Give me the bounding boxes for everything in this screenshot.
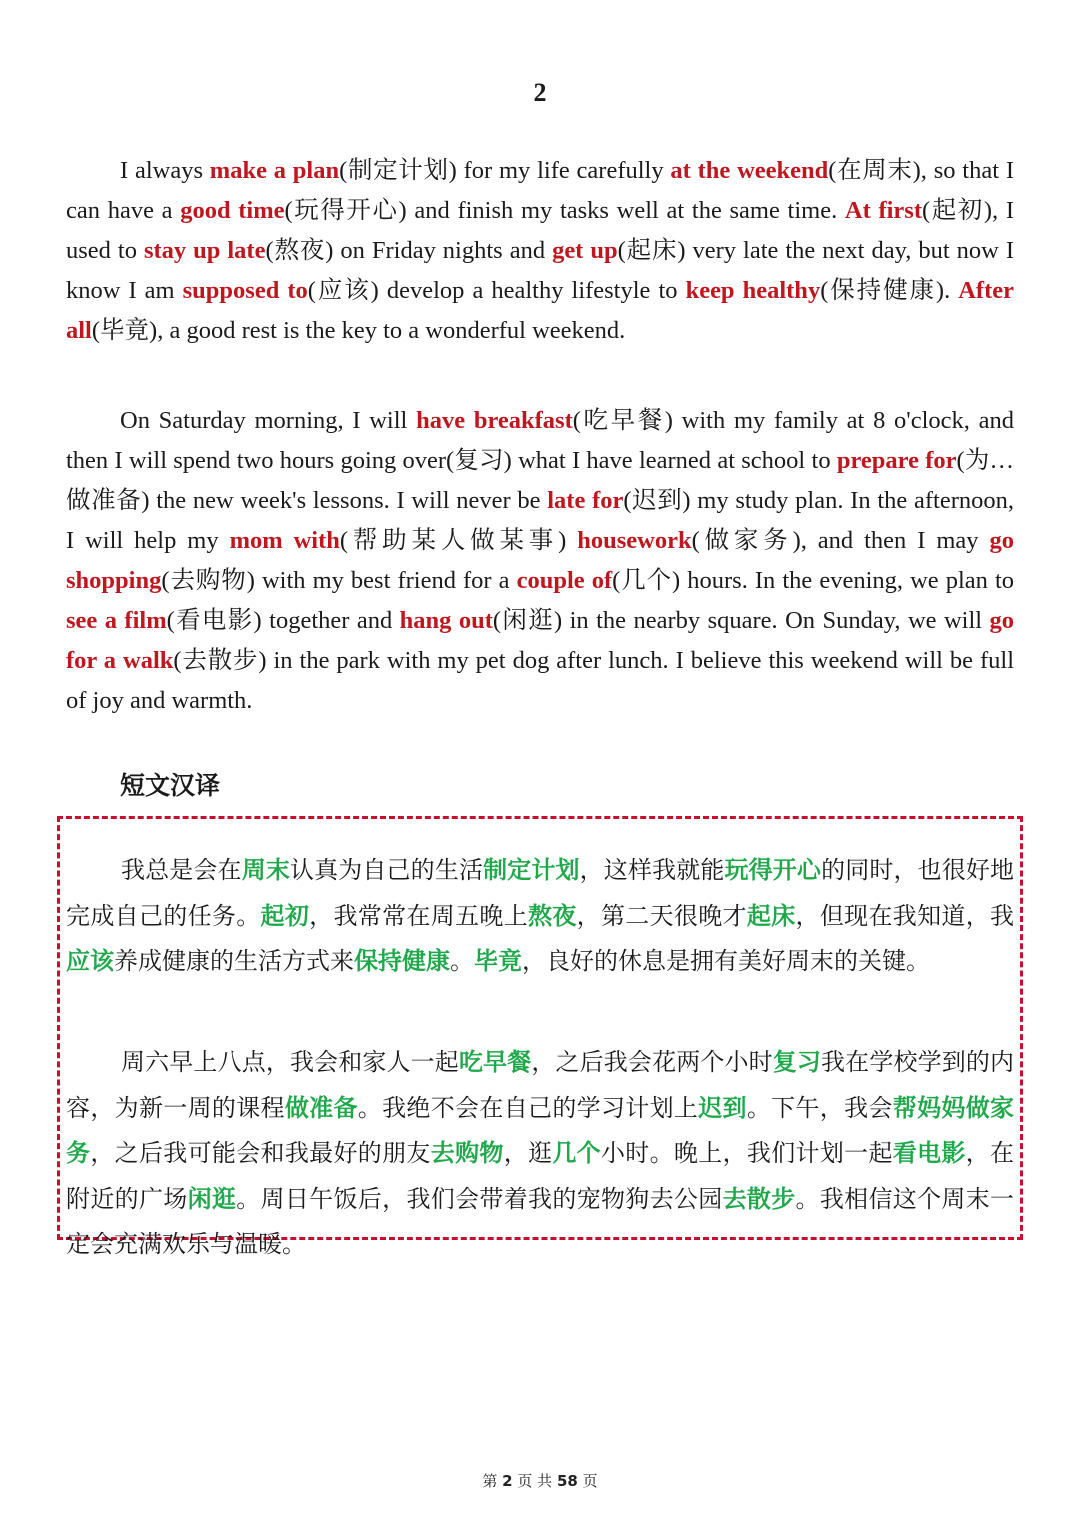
keyword-phrase: 看电影 — [892, 1139, 966, 1167]
keyword-phrase: 起床 — [746, 901, 796, 930]
text-run: (帮助某人做某事) — [339, 526, 578, 554]
text-run: 我总是会在 — [121, 856, 242, 884]
text-run: (闲逛) in the nearby square. On Sunday, we will — [492, 606, 990, 634]
keyword-phrase: late for — [547, 486, 624, 514]
keyword-phrase: supposed to — [182, 276, 308, 304]
keyword-phrase: keep healthy — [685, 276, 821, 304]
keyword-phrase: housework — [577, 526, 692, 554]
footer-total-pages: 58 — [556, 1472, 578, 1490]
keyword-phrase: 吃早餐 — [458, 1048, 532, 1076]
text-run: ，第二天很晚才 — [576, 901, 747, 930]
chinese-paragraph-2 — [66, 1040, 1014, 1268]
text-run: (玩得开心) and finish my tasks well at the same time. — [284, 196, 845, 224]
text-run: ，我常常在周五晚上 — [309, 901, 529, 930]
keyword-phrase: go shopping — [66, 526, 1014, 594]
text-run: ，在附近的广场 — [66, 1139, 1015, 1213]
keyword-phrase: 应该 — [66, 947, 114, 975]
text-run: (做家务), and then I may — [691, 526, 990, 554]
text-run: (熬夜) on Friday nights and — [265, 236, 553, 264]
text-run: (起初), I used to — [66, 196, 1014, 264]
keyword-phrase: couple of — [516, 566, 613, 594]
text-run: ，之后我会花两个小时 — [531, 1048, 773, 1076]
keyword-phrase: have breakfast — [416, 406, 573, 434]
keyword-phrase: good time — [180, 196, 285, 224]
text-run: 的同时，也很好地完成自己的任务。 — [66, 856, 1015, 930]
text-run: I always — [120, 156, 210, 184]
text-run: (制定计划) for my life carefully — [339, 156, 671, 184]
english-paragraph-2 — [66, 401, 1014, 721]
text-run: 。下午，我会 — [746, 1093, 893, 1122]
keyword-phrase: 玩得开心 — [724, 856, 822, 884]
footer-prefix: 第 — [482, 1472, 498, 1490]
chinese-paragraph-1 — [66, 848, 1014, 985]
text-run: ，但现在我知道，我 — [795, 901, 1015, 930]
footer-suffix: 页 — [582, 1472, 598, 1490]
text-run: 。周日午饭后，我们会带着我的宠物狗去公园 — [236, 1184, 723, 1213]
keyword-phrase: at the weekend — [670, 156, 829, 184]
text-run: (在周末), so that I can have a — [66, 156, 1015, 224]
text-run: On Saturday morning, I will — [120, 406, 417, 434]
keyword-phrase: 毕竟 — [474, 947, 522, 975]
keyword-phrase: mom with — [229, 526, 340, 554]
text-run: 。 — [450, 947, 474, 975]
text-run: (应该) develop a healthy lifestyle to — [307, 276, 686, 304]
keyword-phrase: get up — [552, 236, 618, 264]
keyword-phrase: stay up late — [143, 236, 266, 264]
keyword-phrase: see a film — [66, 606, 167, 634]
text-run: (迟到) my study plan. In the afternoon, I will help my — [66, 486, 1015, 554]
text-run: (去购物) with my best friend for a — [161, 566, 517, 594]
text-run: (吃早餐) with my family at 8 o'clock, and then I will spend two hours going over(复习) what I have learned at school to — [66, 406, 1014, 474]
text-run: 小时。晚上，我们计划一起 — [600, 1139, 893, 1167]
keyword-phrase: 迟到 — [698, 1093, 747, 1122]
text-run: 我在学校学到的内容，为新一周的课程 — [66, 1048, 1015, 1122]
text-run: (几个) hours. In the evening, we plan to — [612, 566, 1015, 594]
keyword-phrase: hang out — [399, 606, 493, 634]
text-run: ，之后我可能会和我最好的朋友 — [90, 1139, 431, 1167]
keyword-phrase: 去散步 — [722, 1184, 796, 1213]
footer-current-page: 2 — [502, 1472, 513, 1490]
text-run: (看电影) together and — [166, 606, 400, 634]
footer-middle: 页 共 — [517, 1472, 553, 1490]
keyword-phrase: 复习 — [772, 1048, 822, 1076]
keyword-phrase: make a plan — [209, 156, 340, 184]
keyword-phrase: After all — [66, 276, 1014, 344]
text-run: 周六早上八点，我会和家人一起 — [121, 1048, 459, 1076]
text-run: 。我相信这个周末一定会充满欢乐与温暖。 — [66, 1184, 1015, 1258]
text-run: (为…做准备) the new week's lessons. I will never be — [66, 446, 1014, 514]
translation-section-title: 短文汉译 — [120, 771, 221, 800]
keyword-phrase: 保持健康 — [354, 947, 450, 975]
page-footer — [0, 1470, 1080, 1491]
keyword-phrase: 做准备 — [284, 1093, 358, 1122]
text-run: 认真为自己的生活 — [289, 856, 484, 884]
text-run: ，这样我就能 — [579, 856, 725, 884]
page-number: 2 — [533, 78, 547, 107]
keyword-phrase: 帮妈妈做家务 — [66, 1093, 1015, 1167]
keyword-phrase: 周末 — [241, 856, 290, 884]
keyword-phrase: 几个 — [552, 1139, 601, 1167]
text-run: (毕竟), a good rest is the key to a wonderful weekend. — [91, 316, 626, 344]
english-paragraph-1 — [66, 151, 1014, 351]
text-run: (保持健康). — [820, 276, 959, 304]
keyword-phrase: 去购物 — [430, 1139, 504, 1167]
text-run: 。我绝不会在自己的学习计划上 — [357, 1093, 699, 1122]
text-run: (去散步) in the park with my pet dog after lunch. I believe this weekend will be full of joy and warmth. — [66, 646, 1014, 714]
keyword-phrase: prepare for — [836, 446, 957, 474]
keyword-phrase: 熬夜 — [528, 901, 577, 930]
keyword-phrase: At first — [844, 196, 922, 224]
keyword-phrase: 制定计划 — [483, 856, 580, 884]
text-run: 养成健康的生活方式来 — [114, 947, 354, 975]
keyword-phrase: 闲逛 — [187, 1184, 237, 1213]
text-run: (起床) very late the next day, but now I know I am — [66, 236, 1014, 304]
text-run: ，良好的休息是拥有美好周末的关键。 — [522, 947, 930, 975]
keyword-phrase: go for a walk — [66, 606, 1015, 674]
text-run: ，逛 — [503, 1139, 553, 1167]
keyword-phrase: 起初 — [260, 901, 310, 930]
